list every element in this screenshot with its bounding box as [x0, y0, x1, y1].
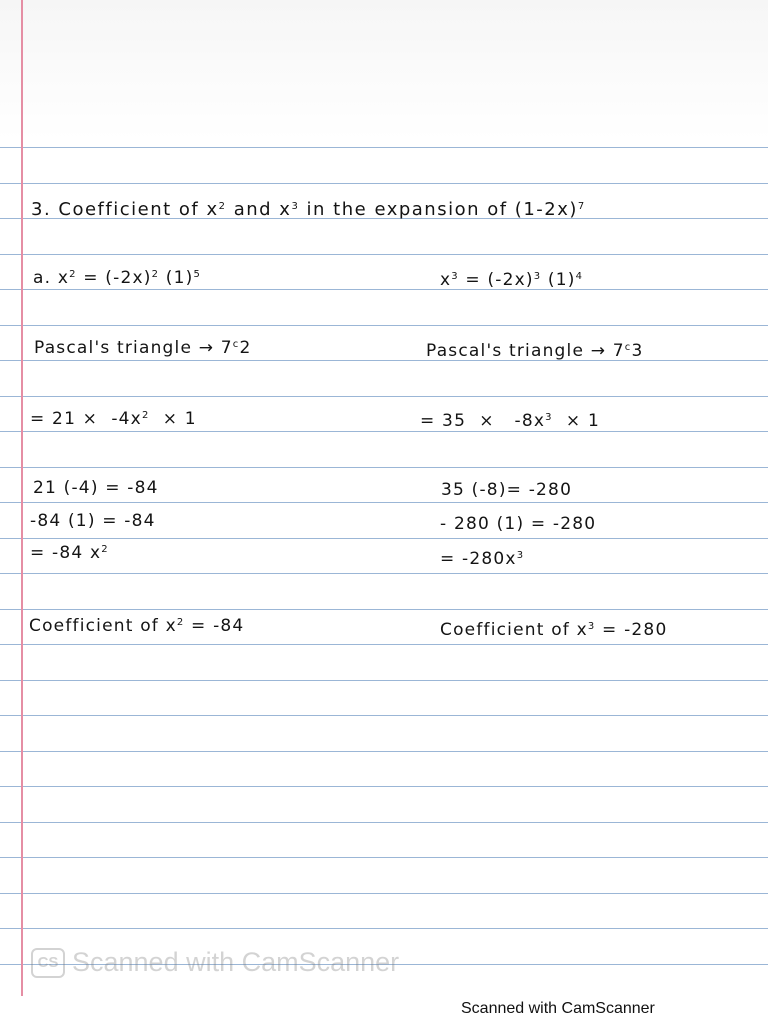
left-product-line: = $21 \times -4x^2 \times 1$	[30, 409, 197, 429]
ruled-line	[0, 928, 768, 929]
right-product-line: = $35 \times -8x^3 \times 1$	[420, 411, 600, 431]
right-term-equation: $x^3 = (-2x)^3$ $(1)^4$	[440, 270, 584, 290]
ruled-line	[0, 609, 768, 610]
problem-title: 3. Coefficient of $x^2$ and $x^3$ in the expansion of $(1-2x)^7$	[31, 199, 586, 220]
right-step-1: 35 (-8)= -280	[441, 480, 573, 500]
left-term-equation: a. $x^2 = (-2x)^2$ $(1)^5$	[33, 268, 202, 288]
footer-scanner-label: Scanned with CamScanner	[461, 1000, 655, 1017]
left-pascal-note: Pascal's triangle → $7^c2$	[34, 338, 252, 358]
right-coefficient-answer: Coefficient of $x^3 = -280$	[440, 620, 668, 640]
ruled-line	[0, 396, 768, 397]
ruled-line	[0, 325, 768, 326]
ruled-line	[0, 751, 768, 752]
ruled-line	[0, 360, 768, 361]
left-step-2: -84 (1) = -84	[30, 511, 156, 531]
camscanner-watermark	[31, 947, 399, 978]
left-result: = -84 $x^2$	[30, 543, 109, 563]
ruled-line	[0, 147, 768, 148]
ruled-line	[0, 183, 768, 184]
right-step-2: - 280 (1) = -280	[440, 514, 597, 534]
right-pascal-note: Pascal's triangle → $7^c3$	[426, 341, 644, 361]
ruled-line	[0, 538, 768, 539]
ruled-line	[0, 715, 768, 716]
ruled-line	[0, 822, 768, 823]
ruled-line	[0, 467, 768, 468]
ruled-line	[0, 254, 768, 255]
ruled-line	[0, 289, 768, 290]
ruled-line	[0, 893, 768, 894]
left-step-1: 21 (-4) = -84	[33, 478, 159, 498]
right-result: = $-280x^3$	[440, 549, 525, 569]
camscanner-watermark-text: Scanned with CamScanner	[72, 947, 400, 977]
ruled-line	[0, 431, 768, 432]
camscanner-logo-icon: CS	[31, 948, 65, 978]
ruled-line	[0, 573, 768, 574]
left-coefficient-answer: Coefficient of $x^2 = -84$	[29, 616, 245, 636]
ruled-line	[0, 786, 768, 787]
ruled-line	[0, 857, 768, 858]
ruled-line	[0, 644, 768, 645]
ruled-line	[0, 680, 768, 681]
ruled-line	[0, 502, 768, 503]
margin-line	[21, 0, 23, 1000]
